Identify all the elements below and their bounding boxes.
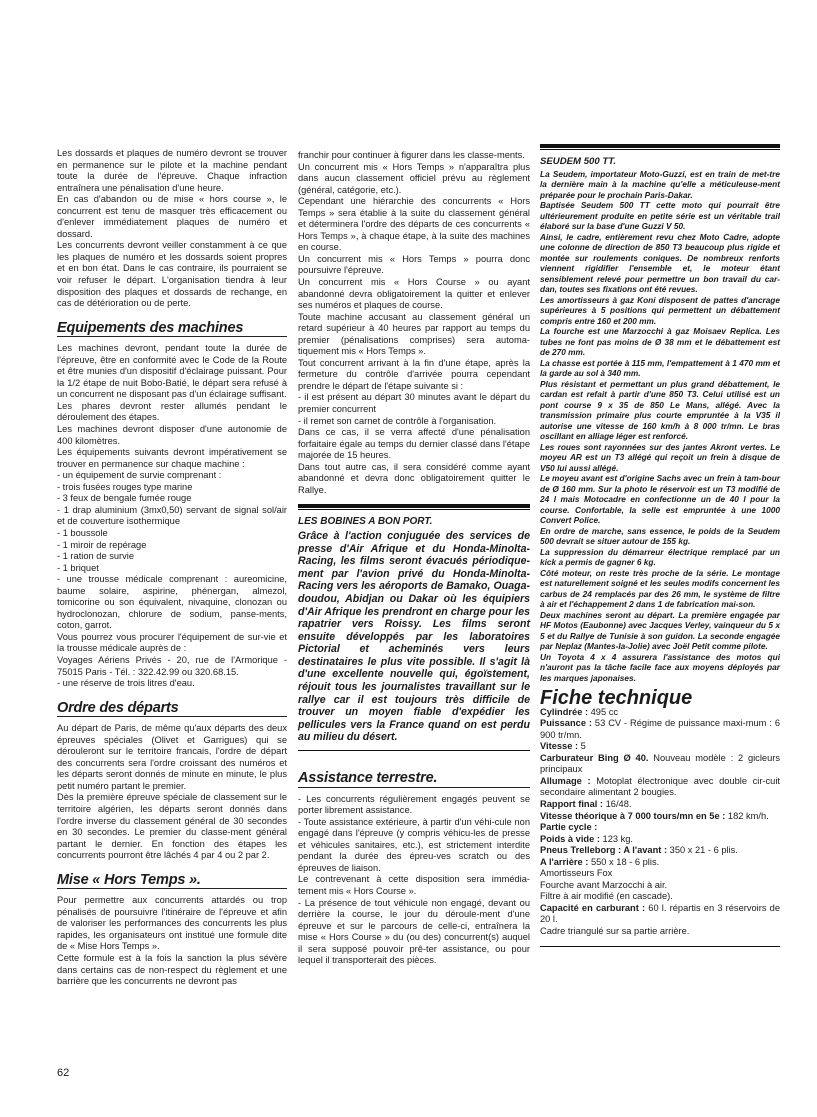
spec-row bbox=[540, 718, 780, 741]
heading-mise-hors-temps: Mise « Hors Temps ». bbox=[57, 875, 287, 890]
box-title: LES BOBINES A BON PORT. bbox=[298, 516, 433, 528]
spec-value: Nouveau modèle : 2 gicleurs principaux bbox=[540, 752, 780, 775]
list-item: - 1 boussole bbox=[57, 527, 108, 538]
spec-value: 5 bbox=[578, 741, 586, 752]
spec-value: 550 x 18 - 6 plis. bbox=[588, 856, 660, 867]
list-item: - 1 miroir de repérage bbox=[57, 539, 147, 550]
paragraph: Baptisée Seudem 500 TT cette moto qui pourrait être ultérieurement produite en petite série est un véritable trail élaboré sur la base d'une Guzzi V 50. bbox=[540, 200, 780, 232]
spec-row bbox=[540, 822, 780, 834]
spec-value: 495 cc bbox=[588, 706, 619, 717]
spec-label: Pneus Trelleborg : A l'avant : bbox=[540, 845, 668, 856]
paragraph: En cas d'abandon ou de mise « hors course », le concurrent est tenu de masquer très efficacement ou d'enlever immédiatement plaques de numéro et dossard. bbox=[57, 194, 287, 239]
heading-ordre: Ordre des départs bbox=[57, 703, 287, 718]
spec-value: 60 l. répartis en 3 réservoirs de 20 l. bbox=[540, 902, 780, 925]
paragraph: La fourche est une Marzocchi à gaz Moisaev Replica. Les tubes ne font pas moins de Ø 38 mm et le débattement est de 270 mm. bbox=[540, 326, 780, 358]
box-body: Grâce à l'action conjuguée des services de presse d'Air Afrique et du Honda-Minolta-Racing, les films seront évacués périodique-ment par l'avion privé du Honda-Minolta-Racing vers les aéroports de Bamako, Ouaga-doudou, Abidjan ou Dakar où les équipiers d'Air Afrique les prendront en charge pour les rapatrier vers Roissy. Les films seront ensuite développés par les laboratoires Pictorial et acheminés vers leurs destinataires le plus vite possible. Il s'agit là d'une excellente nouvelle qui, égoïstement, réjouit tous les journalistes travaillant sur le rallye car il est toujours très difficile de trouver un moyen fiable d'expédier les pellicules vers la France quand on est perdu au milieu du désert. bbox=[298, 529, 530, 744]
divider bbox=[540, 149, 780, 150]
paragraph: Un Toyota 4 x 4 assurera l'assistance des motos qui n'auront pas la tâche facile face aux moyens déployés par les marques japonaises. bbox=[540, 651, 780, 683]
spec-row bbox=[540, 857, 780, 869]
list-item: - trois fusées rouges type marine bbox=[57, 481, 193, 492]
paragraph: Pour permettre aux concurrents attardés ou trop pénalisés de poursuivre l'itinéraire de l'épreuve et afin de valoriser les performances des concurrents les plus rapides, les organisateurs ont institué une formule dite de « Mise Hors Temps ». bbox=[57, 895, 287, 952]
spec-label: Vitesse : bbox=[540, 741, 579, 752]
spec-row bbox=[540, 799, 780, 811]
list-item: - 1 briquet bbox=[57, 562, 99, 573]
spec-label: Rapport final : bbox=[540, 798, 604, 809]
paragraph: Un concurrent mis « Hors Course » ou ayant abandonné devra obligatoirement la quitter et enlever ses numéros et plaques de course. bbox=[298, 277, 530, 311]
paragraph: Les roues sont rayonnées sur des jantes Akront vertes. Le moyeu AR est un T3 allégé qui reçoit un frein à disque de V50 lui aussi allégé. bbox=[540, 441, 780, 473]
divider bbox=[298, 750, 530, 751]
list-item: - un équipement de survie comprenant : bbox=[57, 470, 222, 481]
sidebar-box-bobines bbox=[298, 504, 530, 751]
spec-row bbox=[540, 880, 780, 892]
paragraph: Cependant une hiérarchie des concurrents « Hors Temps » sera établie à la suite du classement général et déterminera l'ordre des départs de ces concurrents « Hors Temps », à chaque étape, à la suite des machines en course. bbox=[298, 196, 530, 253]
paragraph: Vous pourrez vous procurer l'équipement de sur-vie et la trousse médicale auprès de : bbox=[57, 631, 287, 654]
paragraph: Tout concurrent arrivant à la fin d'une étape, après la fermeture du contrôle d'arrivée pourra cependant prendre le départ de l'étape suivante si : bbox=[298, 357, 530, 391]
list-item: - il remet son carnet de contrôle à l'organisation. bbox=[298, 415, 497, 426]
spec-row bbox=[540, 868, 780, 880]
spec-list bbox=[540, 707, 780, 938]
list-item: - une réserve de trois litres d'eau. bbox=[57, 678, 195, 689]
paragraph: Dès la première épreuve spéciale de classement sur le territoire algérien, les départs seront donnés dans l'ordre inverse du classement général de 30 secondes en 30 secondes. Le premier du classe-ment général partant le dernier. En fonction des étapes les concurrents pourront être lâchés 4 par 4 ou 2 par 2. bbox=[57, 792, 287, 861]
paragraph: Les machines devront disposer d'une autonomie de 400 kilomètres. bbox=[57, 424, 287, 446]
paragraph: Cette formule est à la fois la sanction la plus sévère dans certains cas de non-respect du règlement et une barrière que les concurrents ne devront pas bbox=[57, 953, 287, 987]
spec-value: Filtre à air modifié (en cascade). bbox=[540, 891, 673, 902]
paragraph: La suppression du démarreur électrique remplacé par un kick a permis de gagner 6 kg. bbox=[540, 546, 780, 568]
paragraph: Voyages Aériens Privés - 20, rue de l'Armorique - 75015 Paris - Tél. : 322.42.99 ou 320.68.15. bbox=[57, 654, 287, 677]
list-item: - 1 ration de survie bbox=[57, 551, 134, 562]
spec-label: Vitesse théorique à 7 000 tours/mn en 5e : bbox=[540, 810, 726, 821]
paragraph: Les amortisseurs à gaz Koni disposent de pattes d'ancrage supérieures à 5 positions qui permettent un débattement compris entre 160 et 200 mm. bbox=[540, 294, 780, 326]
paragraph: Les machines devront, pendant toute la durée de l'épreuve, être en conformité avec le Code de la Route et être munies d'un dispositif d'éclairage puissant. Pour la 1/2 étape de nuit Bobo-Batié, le départ sera refusé à un concurrent ne disposant pas d'un éclairage suffisant. bbox=[57, 343, 287, 400]
paragraph: La chasse est portée à 115 mm, l'empattement à 1 470 mm et la garde au sol à 340 mm. bbox=[540, 357, 780, 379]
paragraph: Un concurrent mis « Hors Temps » pourra donc poursuivre l'épreuve. bbox=[298, 253, 530, 276]
heading-assistance: Assistance terrestre. bbox=[298, 773, 530, 788]
spec-row bbox=[540, 926, 780, 938]
list-item: - 1 drap aluminium (3mx0,50) servant de signal sol/air et de couverture isothermique bbox=[57, 504, 287, 527]
page-number: 62 bbox=[57, 1067, 70, 1079]
paragraph: Dans tout autre cas, il sera considéré comme ayant abandonné et devra donc obligatoirement quitter le Rallye. bbox=[298, 461, 530, 495]
spec-label: Poids à vide : bbox=[540, 833, 600, 844]
spec-row bbox=[540, 903, 780, 926]
sidebar-box-seudem bbox=[540, 156, 780, 683]
spec-row bbox=[540, 776, 780, 799]
paragraph: Le contrevenant à cette disposition sera immédia-tement mis « Hors Course ». bbox=[298, 874, 530, 896]
list-item: - il est présent au départ 30 minutes avant le départ du premier concurrent bbox=[298, 392, 530, 415]
paragraph: Le moyeu avant est d'origine Sachs avec un frein à tam-bour de Ø 160 mm. Sur la photo le réservoir est un T3 modifié de 24 l mais Motocadre en confectionne un de 40 l pour la course. Confortable, la selle est empruntée à une 1000 Convert Police. bbox=[540, 473, 780, 526]
column-1 bbox=[57, 148, 287, 988]
spec-label: Puissance : bbox=[540, 718, 593, 729]
paragraph: Plus résistant et permettant un plus grand débattement, le cardan est refait à partir d'une 850 T3. Celui utilisé est un pont course 9 x 35 de 850 Le Mans, allégé. Avec la transmission primaire plus courte empruntée à la V35 il autorise une vitesse de 160 km/h à 8 000 tr/mn. Le bras oscillant en alliage léger est renforcé. bbox=[540, 378, 780, 442]
column-3 bbox=[540, 144, 780, 947]
divider bbox=[298, 504, 530, 508]
spec-row bbox=[540, 741, 780, 753]
spec-label: Capacité en carburant : bbox=[540, 902, 646, 913]
paragraph: Les équipements suivants devront impérativement se trouver en permanence sur chaque machine : bbox=[57, 447, 287, 469]
paragraph: Les dossards et plaques de numéro devront se trouver en permanence sur le pilote et la machine pendant toute la durée de l'épreuve. Chaque infraction entraînera une pénalisation d'une heure. bbox=[57, 148, 287, 193]
spec-label: Allumage : bbox=[540, 775, 591, 786]
spec-value: Fourche avant Marzocchi à air. bbox=[540, 879, 668, 890]
spec-row bbox=[540, 753, 780, 776]
fiche-technique-title: Fiche technique bbox=[540, 687, 693, 710]
list-item: - Les concurrents régulièrement engagés peuvent se porter librement assistance. bbox=[298, 793, 530, 816]
paragraph: Dans ce cas, il se verra affecté d'une pénalisation forfaitaire égale au temps du dernier classé dans l'étape majorée de 15 heures. bbox=[298, 427, 530, 461]
list-item: - 3 feux de bengale fumée rouge bbox=[57, 493, 192, 504]
list-item: - La présence de tout véhicule non engagé, devant ou derrière la course, le jour du déroule-ment d'une épreuve et sur le parcours de celle-ci, entraînera la mise « Hors Course » du (ou des) concurrent(s) auquel il sera supposé pouvoir prê-ter assistance, ou pour lequel il transporterait des pièces. bbox=[298, 897, 530, 966]
spec-label: Cylindrée : bbox=[540, 706, 589, 717]
spec-value: Motoplat électronique avec double cir-cuit secondaire alimentant 2 bougies. bbox=[540, 775, 780, 798]
paragraph: Deux machines seront au départ. La première engagée par HF Motos (Eaubonne) avec Jacques Verley, vainqueur du 5 x 5 et du Rallye de Tunisie à son guidon. La seconde engagée par Neplaz (Mantes-la-Jolie) avec Joël Petit comme pilote. bbox=[540, 609, 780, 652]
spec-row bbox=[540, 845, 780, 857]
spec-row bbox=[540, 811, 780, 823]
divider bbox=[298, 509, 530, 510]
spec-value: 350 x 21 - 6 plis. bbox=[667, 845, 738, 856]
paragraph: Les concurrents devront veiller constamment à ce que les plaques de numéro et les dossards soient propres et en bon état. Dans le cas contraire, ils pourraient se voir refuser le départ. L'organisation tiendra à leur disposition des plaques et dossards de rechange, en cas de détérioration ou de perte. bbox=[57, 240, 287, 309]
paragraph: Toute machine accusant au classement général un retard supérieur à 40 heures par rapport au temps du premier (pénalisations comprises) sera automa-tiquement mis « Hors Temps ». bbox=[298, 311, 530, 357]
list-item: - Toute assistance extérieure, à partir d'un véhi-cule non engagé dans l'épreuve (y compris véhicu-les de presse et véhicules sanitaires, etc.), est strictement interdite pendant la durée des épreu-ves scratch ou des épreuves de liaison. bbox=[298, 816, 530, 873]
paragraph: Un concurrent mis « Hors Temps » n'apparaîtra plus dans aucun classement officiel prévu au règlement (général, catégorie, etc.). bbox=[298, 161, 530, 195]
list-item: - une trousse médicale comprenant : aureomicine, baume solaire, aspirine, phénergan, almezol, tomicorine ou son équivalent, nivaquine, clonozan ou hydroclonozan, chlorure de sodium, panse-ments, coton, garrot. bbox=[57, 574, 287, 631]
spec-row bbox=[540, 891, 780, 903]
paragraph: Les phares devront rester allumés pendant le déroulement des étapes. bbox=[57, 400, 287, 423]
paragraph: En ordre de marche, sans essence, le poids de la Seudem 500 devrait se situer autour de 155 kg. bbox=[540, 525, 780, 547]
paragraph: La Seudem, importateur Moto-Guzzi, est en train de met-tre la dernière main à la machine qu'elle a méticuleuse-ment préparée pour le prochain Paris-Dakar. bbox=[540, 168, 780, 200]
paragraph: franchir pour continuer à figurer dans les classe-ments. bbox=[298, 150, 525, 160]
heading-equipements: Equipements des machines bbox=[57, 323, 287, 338]
spec-value: 123 kg. bbox=[599, 833, 634, 844]
column-2 bbox=[298, 150, 530, 967]
spec-label: A l'arrière : bbox=[540, 856, 589, 867]
paragraph: Côté moteur, on reste très proche de la série. Le montage est naturellement soigné et les seules modifs concernent les carbus de 24 remplacés par des 26 mm, le système de filtre à air et l'échappement 2 dans 1 de fabrication mai-son. bbox=[540, 567, 780, 610]
spec-value: Amortisseurs Fox bbox=[540, 868, 613, 879]
spec-label: Partie cycle : bbox=[540, 822, 598, 833]
spec-value: 53 CV - Régime de puissance maxi-mum : 6 900 tr/mn. bbox=[540, 718, 780, 740]
paragraph: Ainsi, le cadre, entièrement revu chez Moto Cadre, adopte une colonne de direction de 850 T3 beaucoup plus rigide et montée sur roulements coniques. De nombreux renforts viennent rigidifier l'ensemble et, le moteur étant sensiblement relevé pour permettre un bon travail du car-dan, toutes ses fixations ont été revues. bbox=[540, 231, 780, 295]
spec-value: Cadre triangulé sur sa partie arrière. bbox=[540, 925, 690, 936]
box-title: SEUDEM 500 TT. bbox=[540, 156, 617, 167]
spec-row bbox=[540, 834, 780, 846]
divider bbox=[540, 144, 780, 148]
spec-label: Carburateur Bing Ø 40. bbox=[540, 752, 649, 763]
divider bbox=[540, 946, 780, 947]
spec-value: 16/48. bbox=[603, 798, 632, 809]
spec-value: 182 km/h. bbox=[725, 810, 769, 821]
paragraph: Au départ de Paris, de même qu'aux départs des deux épreuves spéciales (Olivet et Garrigues) qui se dérouleront sur le territoire francais, l'ordre de départ des concurrents sera l'ordre croissant des numéros et les départs seront donnés de minute en minute, le plus petit numéro partant le premier. bbox=[57, 723, 287, 791]
